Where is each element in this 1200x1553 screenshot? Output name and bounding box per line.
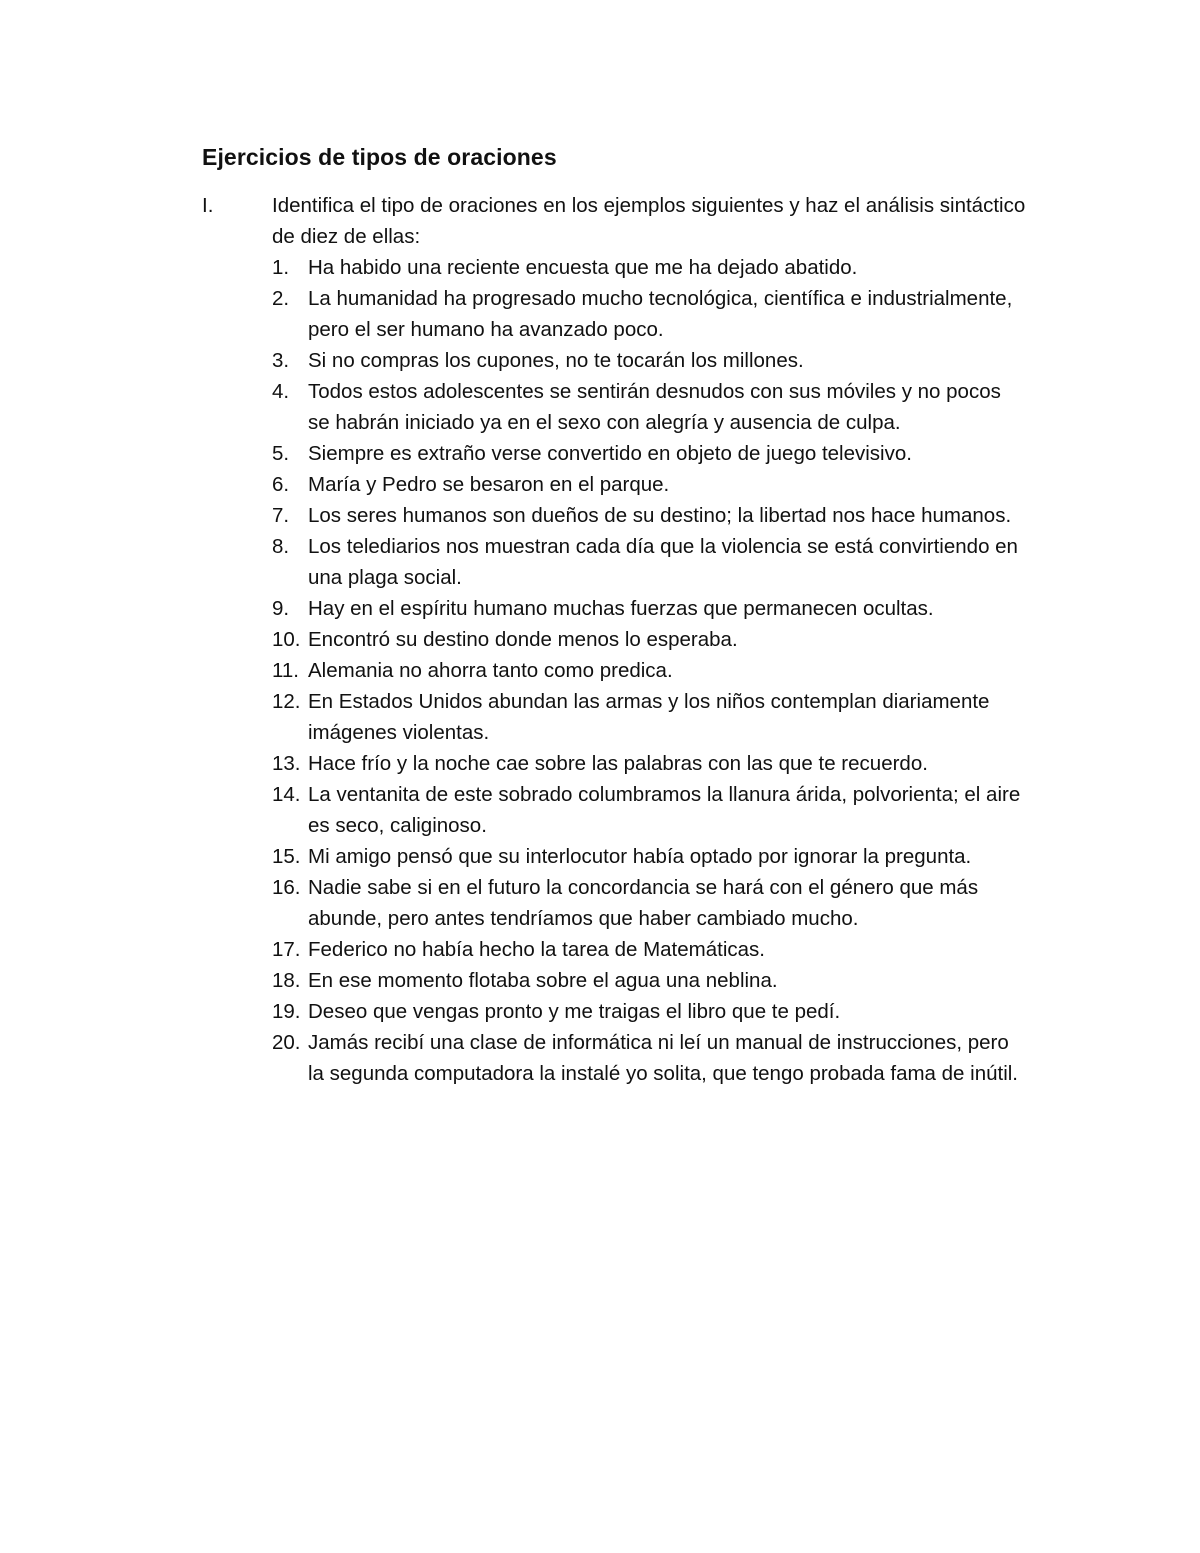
list-item-number: 11. <box>272 659 299 682</box>
list-item-number: 1. <box>272 256 290 279</box>
list-item-text: Ha habido una reciente encuesta que me ha dejado abatido. <box>308 256 858 279</box>
list-item <box>202 345 1028 376</box>
list-item-text: Encontró su destino donde menos lo esperaba. <box>308 628 738 651</box>
list-item-text: Hace frío y la noche cae sobre las palabras con las que te recuerdo. <box>308 752 928 775</box>
list-item-number: 17. <box>272 938 301 961</box>
list-item-number: 4. <box>272 380 290 403</box>
list-item-number: 19. <box>272 1000 301 1023</box>
list-item-text: Jamás recibí una clase de informática ni leí un manual de instrucciones, pero la segunda computadora la instalé yo solita, que tengo probada fama de inútil. <box>308 1031 1019 1085</box>
list-item <box>202 531 1028 593</box>
list-item-number: 18. <box>272 969 301 992</box>
list-item-number: 5. <box>272 442 290 465</box>
list-item-text: Nadie sabe si en el futuro la concordancia se hará con el género que más abunde, pero antes tendríamos que haber cambiado mucho. <box>308 876 979 930</box>
list-item-number: 20. <box>272 1031 301 1054</box>
list-item-number: 10. <box>272 628 301 651</box>
list-item-text: Todos estos adolescentes se sentirán desnudos con sus móviles y no pocos se habrán iniciado ya en el sexo con alegría y ausencia de culpa. <box>308 380 1001 434</box>
list-item <box>202 686 1028 748</box>
list-item <box>202 438 1028 469</box>
list-item <box>202 748 1028 779</box>
list-item-number: 6. <box>272 473 290 496</box>
list-item <box>202 593 1028 624</box>
list-item <box>202 996 1028 1027</box>
list-item-number: 8. <box>272 535 290 558</box>
list-item <box>202 376 1028 438</box>
list-item-text: En ese momento flotaba sobre el agua una neblina. <box>308 969 778 992</box>
list-item-text: Los telediarios nos muestran cada día que la violencia se está convirtiendo en una plaga social. <box>308 535 1018 589</box>
list-item-text: En Estados Unidos abundan las armas y los niños contemplan diariamente imágenes violentas. <box>308 690 990 744</box>
list-item-number: 12. <box>272 690 301 713</box>
list-item <box>202 500 1028 531</box>
exercise-list <box>202 252 1062 1089</box>
exercise-section <box>202 190 1062 1089</box>
list-item <box>202 655 1028 686</box>
list-item <box>202 934 1028 965</box>
list-item-number: 9. <box>272 597 290 620</box>
list-item-text: Mi amigo pensó que su interlocutor había optado por ignorar la pregunta. <box>308 845 972 868</box>
section-number: I. <box>202 194 214 217</box>
list-item <box>202 872 1028 934</box>
list-item-text: La ventanita de este sobrado columbramos la llanura árida, polvorienta; el aire es seco, caliginoso. <box>308 783 1021 837</box>
list-item-text: Hay en el espíritu humano muchas fuerzas que permanecen ocultas. <box>308 597 934 620</box>
list-item-number: 14. <box>272 783 301 806</box>
list-item <box>202 469 1028 500</box>
list-item <box>202 283 1028 345</box>
section-heading <box>202 190 1062 252</box>
list-item-text: Deseo que vengas pronto y me traigas el libro que te pedí. <box>308 1000 841 1023</box>
list-item-number: 2. <box>272 287 290 310</box>
list-item-text: Siempre es extraño verse convertido en objeto de juego televisivo. <box>308 442 912 465</box>
list-item-number: 16. <box>272 876 301 899</box>
document-title: Ejercicios de tipos de oraciones <box>202 144 557 170</box>
list-item-text: Alemania no ahorra tanto como predica. <box>308 659 673 682</box>
list-item-number: 13. <box>272 752 301 775</box>
list-item-text: Los seres humanos son dueños de su destino; la libertad nos hace humanos. <box>308 504 1012 527</box>
list-item-text: Federico no había hecho la tarea de Matemáticas. <box>308 938 765 961</box>
list-item-number: 7. <box>272 504 290 527</box>
list-item-number: 15. <box>272 845 301 868</box>
section-instruction: Identifica el tipo de oraciones en los ejemplos siguientes y haz el análisis sintáctico de diez de ellas: <box>272 194 1026 248</box>
list-item <box>202 779 1028 841</box>
list-item-text: María y Pedro se besaron en el parque. <box>308 473 670 496</box>
list-item <box>202 841 1028 872</box>
list-item-text: La humanidad ha progresado mucho tecnológica, científica e industrialmente, pero el ser humano ha avanzado poco. <box>308 287 1013 341</box>
list-item <box>202 1027 1028 1089</box>
list-item <box>202 252 1028 283</box>
list-item-number: 3. <box>272 349 290 372</box>
list-item <box>202 965 1028 996</box>
list-item <box>202 624 1028 655</box>
list-item-text: Si no compras los cupones, no te tocarán los millones. <box>308 349 804 372</box>
